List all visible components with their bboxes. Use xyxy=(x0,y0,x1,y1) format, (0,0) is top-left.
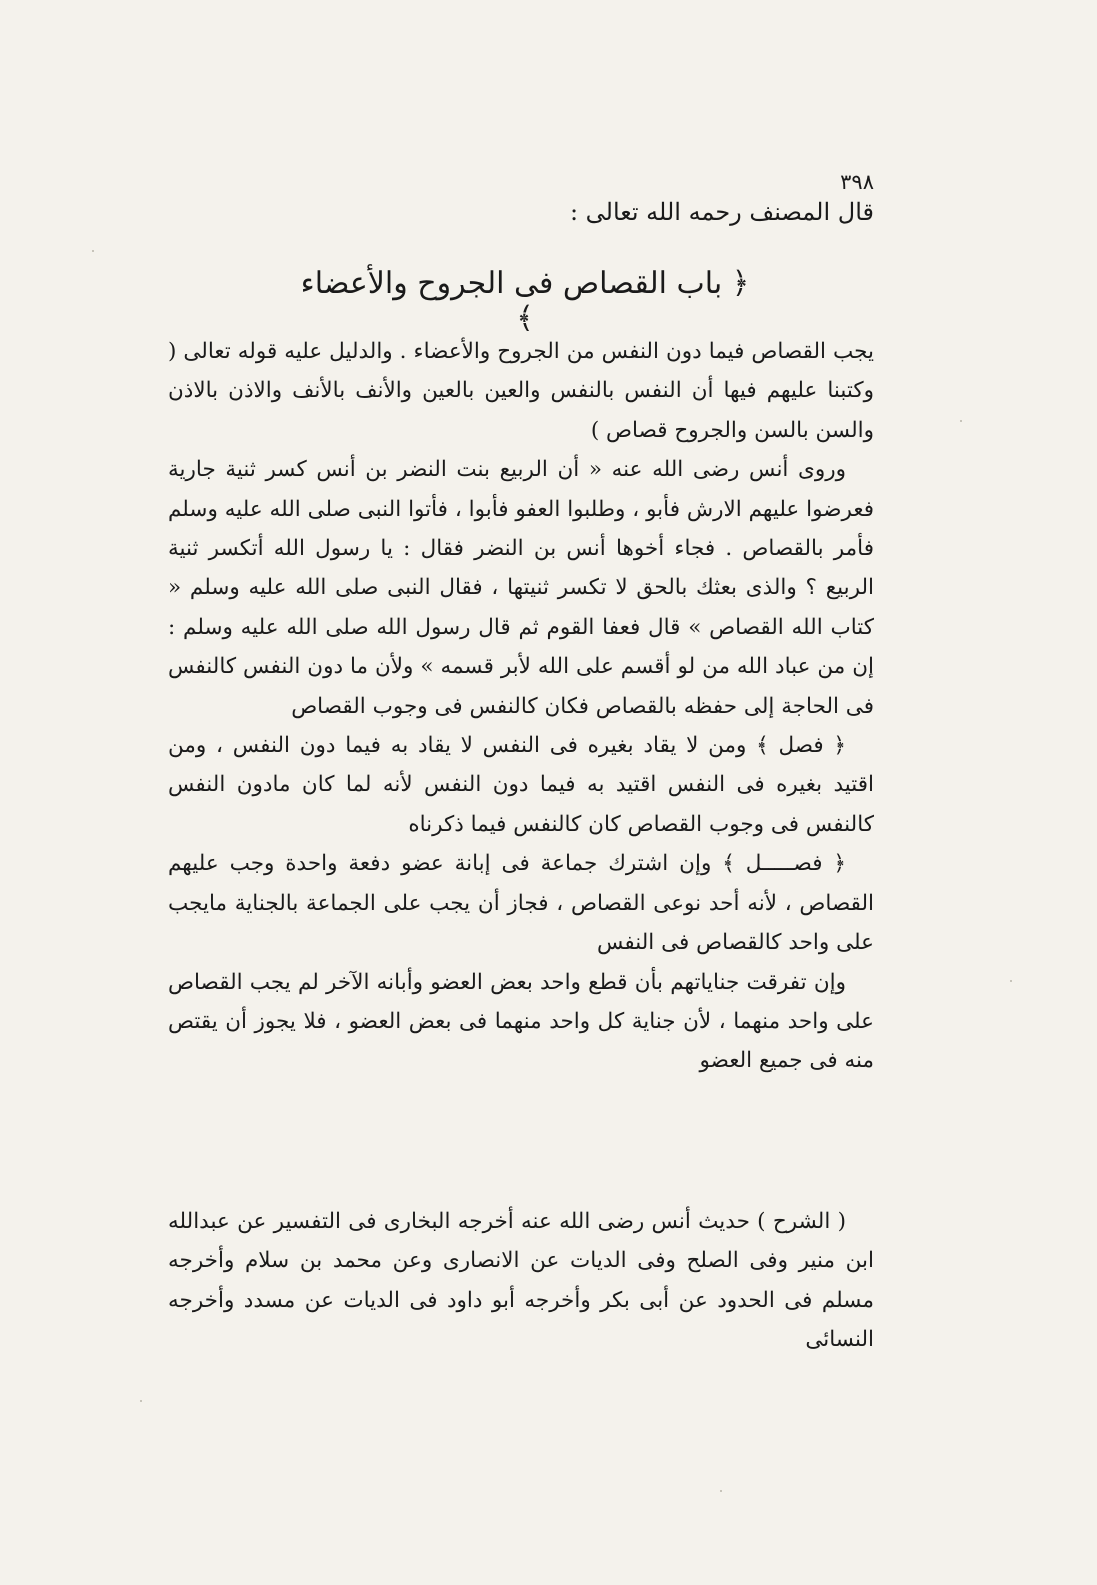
page-number: ٣٩٨ xyxy=(840,170,874,194)
chapter-title: ﴿ باب القصاص فى الجروح والأعضاء ﴾ xyxy=(300,266,750,336)
commentary-text: ( الشرح ) حديث أنس رضى الله عنه أخرجه البخارى فى التفسير عن عبدالله ابن منير وفى الصلح وفى الديات عن الانصارى وعن محمد بن سلام وأخرجه مسلم فى الحدود عن أبى بكر وأخرجه أبو داود فى الديات عن مسدد وأخرجه النسائى xyxy=(168,1209,874,1353)
body-text xyxy=(168,332,874,1081)
paper-speck xyxy=(140,1400,142,1402)
paper-speck xyxy=(1010,980,1012,982)
paragraph-3: ﴿ فصل ﴾ ومن لا يقاد بغيره فى النفس لا يقاد به فيما دون النفس ، ومن اقتيد بغيره فى النفس اقتيد به فيما دون النفس لأنه لما كان مادون النفس كالنفس فى وجوب القصاص كان كالنفس فيما ذكرناه xyxy=(168,733,874,837)
paragraph-2: وروى أنس رضى الله عنه « أن الربيع بنت النضر بن أنس كسر ثنية جارية فعرضوا عليهم الارش فأبو ، وطلبوا العفو فأبوا ، فأتوا النبى صلى الله عليه وسلم فأمر بالقصاص . فجاء أخوها أنس بن النضر فقال : يا رسول الله أتكسر ثنية الربيع ؟ والذى بعثك بالحق لا تكسر ثنيتها ، فقال النبى صلى الله عليه وسلم « كتاب الله القصاص » قال فعفا القوم ثم قال رسول الله صلى الله عليه وسلم : إن من عباد الله من لو أقسم على الله لأبر قسمه » ولأن ما دون النفس كالنفس فى الحاجة إلى حفظه بالقصاص فكان كالنفس فى وجوب القصاص xyxy=(168,457,874,719)
paragraph-1: يجب القصاص فيما دون النفس من الجروح والأعضاء . والدليل عليه قوله تعالى ( وكتبنا عليهم فيها أن النفس بالنفس والعين بالعين والأنف بالأنف والاذن بالاذن والسن بالسن والجروح قصاص ) xyxy=(168,339,874,443)
commentary-block xyxy=(168,1202,874,1360)
paper-speck xyxy=(720,1490,722,1492)
paragraph-5: وإن تفرقت جناياتهم بأن قطع واحد بعض العضو وأبانه الآخر لم يجب القصاص على واحد منهما ، لأن جناية كل واحد منهما فى بعض العضو ، فلا يجوز أن يقتص منه فى جميع العضو xyxy=(168,969,874,1074)
paragraph-4: ﴿ فصـــــل ﴾ وإن اشترك جماعة فى إبانة عضو دفعة واحدة وجب عليهم القصاص ، لأنه أحد نوعى القصاص ، فجاز أن يجب على الجماعة بالجناية مايجب على واحد كالقصاص فى النفس xyxy=(168,851,874,956)
paper-speck xyxy=(960,420,962,422)
paper-speck xyxy=(92,250,94,252)
intro-line: قال المصنف رحمه الله تعالى : xyxy=(569,198,874,226)
